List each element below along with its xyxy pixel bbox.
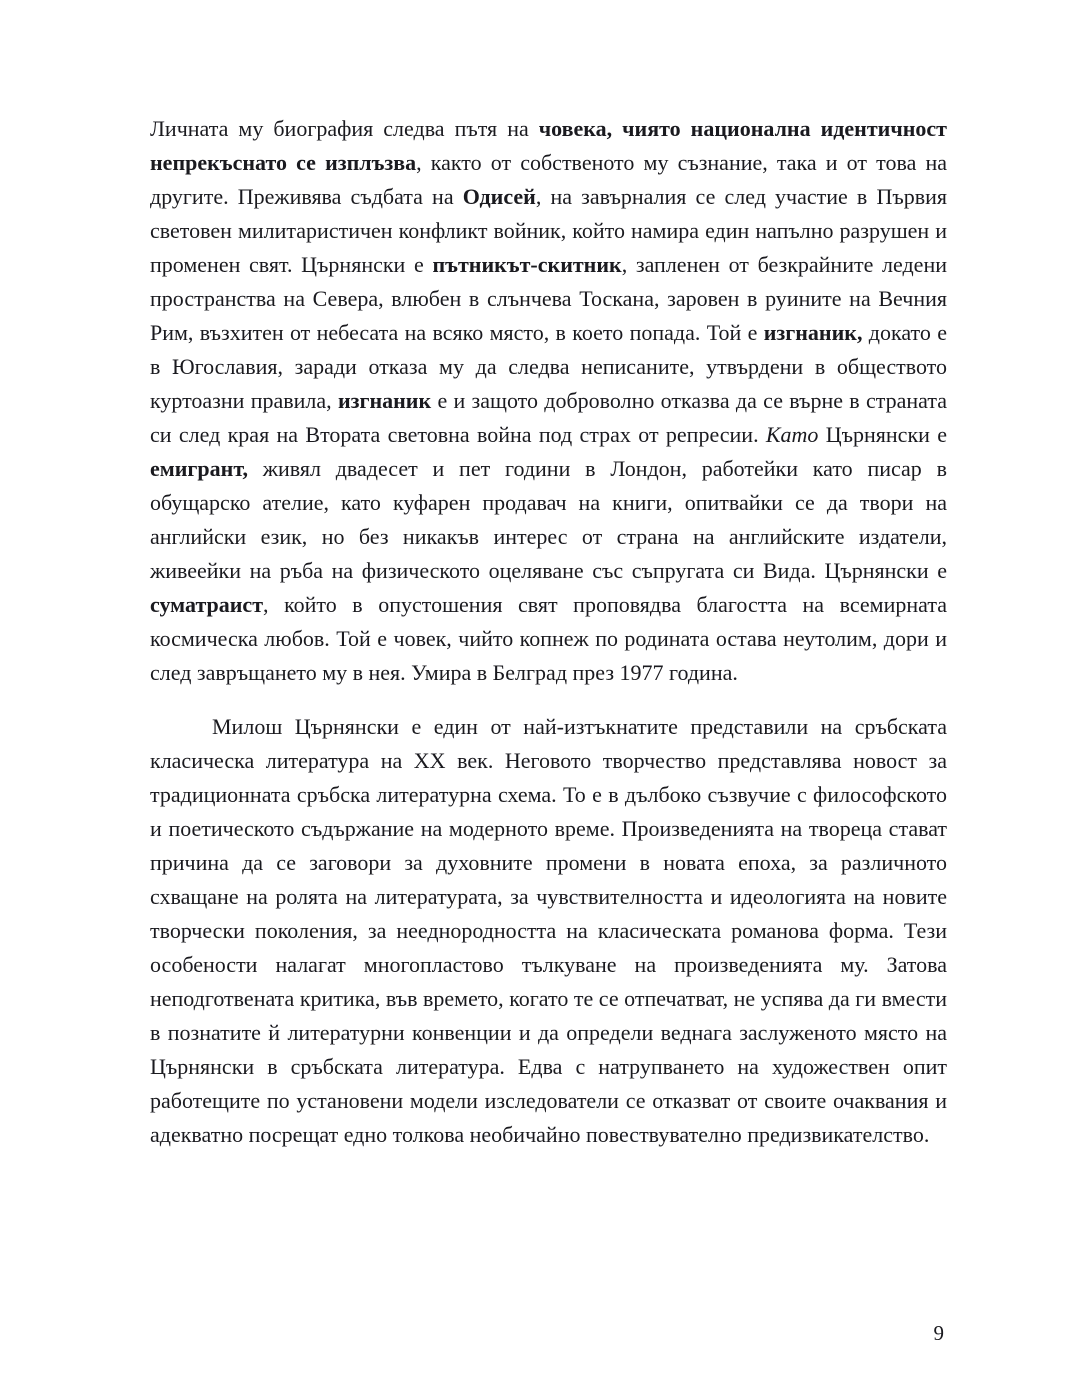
- text-segment: , на завърналия се след участие в Първия световен милитаристичен конфликт войник, който намира един напълно разрушен и променен свят. Църнянски е: [150, 184, 947, 277]
- text-segment: човека, чиято национална идентичност непрекъснато се изплъзва: [150, 116, 947, 175]
- page-number: 9: [933, 1321, 944, 1345]
- text-segment: изгнаник: [337, 388, 432, 413]
- text-segment: е и защото доброволно отказва да се върне в страната си след края на Втората световна война под страх от репресии.: [150, 388, 947, 447]
- text-segment: Одисей: [462, 184, 536, 209]
- text-segment: емигрант,: [150, 456, 248, 481]
- text-segment: , запленен от безкрайните ледени пространства на Севера, влюбен в слънчева Тоскана, заровен в руините на Вечния Рим, възхитен от небесата на всяко място, в което попада. Той е: [150, 252, 947, 345]
- text-segment: Личната му биография следва пътя на: [150, 116, 539, 141]
- text-segment: докато е в Югославия, заради отказа му да следва неписаните, утвърдени в обществото куртоазни правила,: [150, 320, 947, 413]
- paragraph: [150, 710, 947, 1152]
- document-body: [150, 112, 947, 1152]
- text-segment: суматраист: [150, 592, 264, 617]
- text-segment: живял двадесет и пет години в Лондон, работейки като писар в обущарско ателие, като куфарен продавач на книги, опитвайки се да твори на английски език, но без никакъв интерес от страна на английските издатели, живеейки на ръба на физическото оцеляване със съпругата си Вида. Църнянски е: [150, 456, 947, 583]
- text-segment: пътникът-скитник: [432, 252, 622, 277]
- text-segment: Църнянски е: [818, 422, 948, 447]
- text-segment: Милош Църнянски е един от най-изтъкнатите представили на сръбската класическа литература на ХХ век. Неговото творчество представлява новост за традиционната сръбска литературна схема. То е в дълбоко съзвучие с философското и поетическото съдържание на модерното време. Произведенията на твореца стават причина да се заговори за духовните промени в новата епоха, за различното схващане на ролята на литературата, за чувствителността и идеологията на новите творчески поколения, за нееднородността на класическата романова форма. Тези особености налагат многопластово тълкуване на произведенията му. Затова неподготвената критика, във времето, когато те се отпечатват, не успява да ги вмести в познатите й литературни конвенции и да определи веднага заслуженото място на Църнянски в сръбската литература. Едва с натрупването на художествен опит работещите по установени модели изследователи се отказват от своите очаквания и адекватно посрещат едно толкова необичайно повествувателно предизвикателство.: [150, 714, 947, 1147]
- text-segment: , който в опустошения свят проповядва благостта на всемирната космическа любов. Той е човек, чийто копнеж по родината остава неутолим, дори и след завръщането му в нея. Умира в Белград през 1977 година.: [150, 592, 947, 685]
- text-segment: Като: [765, 422, 819, 447]
- text-segment: , както от собственото му съзнание, така и от това на другите. Преживява съдбата на: [150, 150, 947, 209]
- text-segment: изгнаник,: [763, 320, 863, 345]
- paragraph: [150, 112, 947, 690]
